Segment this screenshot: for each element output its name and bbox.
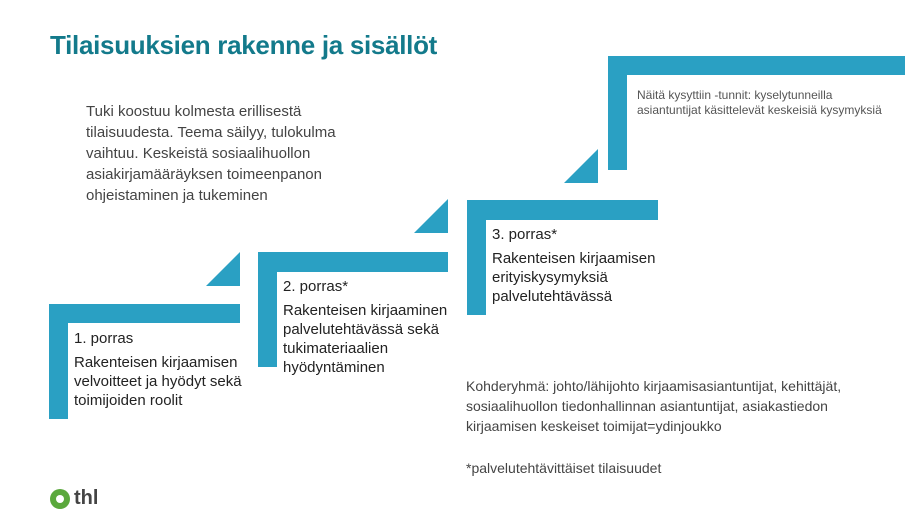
step-4-bar-vertical	[608, 56, 627, 170]
step-2-bar-vertical	[258, 252, 277, 367]
step-1-text: Rakenteisen kirjaamisen velvoitteet ja hyödyt sekä toimijoiden roolit	[74, 354, 242, 409]
step-1-bar-vertical	[49, 304, 68, 419]
step-2-bar-horizontal	[258, 252, 448, 272]
step-4-bar-horizontal	[608, 56, 905, 75]
footnote: *palvelutehtävittäiset tilaisuudet	[466, 460, 662, 476]
slide-title: Tilaisuuksien rakenne ja sisällöt	[50, 30, 438, 60]
step-3-heading: 3. porras*	[492, 226, 558, 243]
question-hours-note: Näitä kysyttiin -tunnit: kyselytunneilla asiantuntijat käsittelevät keskeisiä kysymyksiä	[637, 88, 882, 117]
step-1-bar-horizontal	[49, 304, 240, 323]
step-1-arrow-triangle	[206, 252, 240, 286]
logo-text: thl	[74, 487, 99, 509]
step-2-text: Rakenteisen kirjaaminen palvelutehtävässä sekä tukimateriaalien hyödyntäminen	[283, 302, 448, 376]
step-3-bar-vertical	[467, 200, 486, 315]
step-3	[492, 226, 662, 306]
step-2	[283, 278, 463, 377]
step-2-heading: 2. porras*	[283, 278, 349, 295]
step-1	[74, 330, 244, 410]
target-group-text: Kohderyhmä: johto/lähijohto kirjaamisasiantuntijat, kehittäjät, sosiaalihuollon tiedonhallinnan asiantuntijat, asiakastiedon kirjaamisen keskeiset toimijat=ydinjoukko	[466, 378, 842, 434]
flower-icon	[50, 489, 70, 509]
step-3-bar-horizontal	[467, 200, 658, 220]
intro-text: Tuki koostuu kolmesta erillisestä tilaisuudesta. Teema säilyy, tulokulma vaihtuu. Keskeistä sosiaalihuollon asiakirjamääräyksen toimeenpanon ohjeistaminen ja tukeminen	[86, 103, 336, 204]
step-3-text: Rakenteisen kirjaamisen erityiskysymyksiä palvelutehtävässä	[492, 250, 656, 305]
step-2-arrow-triangle	[414, 199, 448, 233]
step-3-arrow-triangle	[564, 149, 598, 183]
thl-logo	[50, 487, 98, 510]
step-1-heading: 1. porras	[74, 330, 134, 347]
